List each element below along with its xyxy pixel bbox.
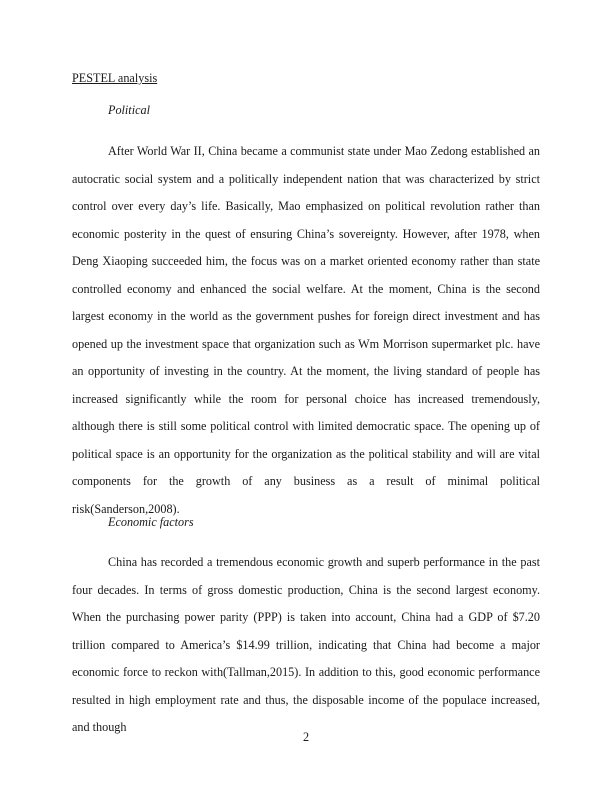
paragraph-political: After World War II, China became a communist state under Mao Zedong established an autocratic social system and a politically independent nation that was characterized by strict control over every day’s life. Basically, Mao emphasized on political revolution rather than economic posterity in the quest of ensuring China’s sovereignty. However, after 1978, when Deng Xiaoping succeeded him, the focus was on a market oriented economy rather than state controlled economy and enhanced the social welfare. At the moment, China is the second largest economy in the world as the government pushes for foreign direct investment and has opened up the investment space that organization such as Wm Morrison supermarket plc. have an opportunity of investing in the country. At the moment, the living standard of people has increased significantly while the room for personal choice has increased tremendously, although there is still some political control with limited democratic space. The opening up of political space is an opportunity for the organization as the political stability and will are vital components for the growth of any business as a result of minimal political risk(Sanderson,2008). [72, 144, 540, 516]
subheading-political: Political [108, 103, 150, 117]
page-number: 2 [302, 730, 310, 744]
section-heading: PESTEL analysis [72, 71, 158, 85]
paragraph-economic: China has recorded a tremendous economic growth and superb performance in the past four decades. In terms of gross domestic production, China is the second largest economy. When the purchasing power parity (PPP) is taken into account, China had a GDP of $7.20 trillion compared to America’s $14.99 trillion, indicating that China had become a major economic force to reckon with(Tallman,2015). In addition to this, good economic performance resulted in high employment rate and thus, the disposable income of the populace increased, and though [72, 555, 540, 734]
subheading-economic: Economic factors [108, 515, 194, 529]
